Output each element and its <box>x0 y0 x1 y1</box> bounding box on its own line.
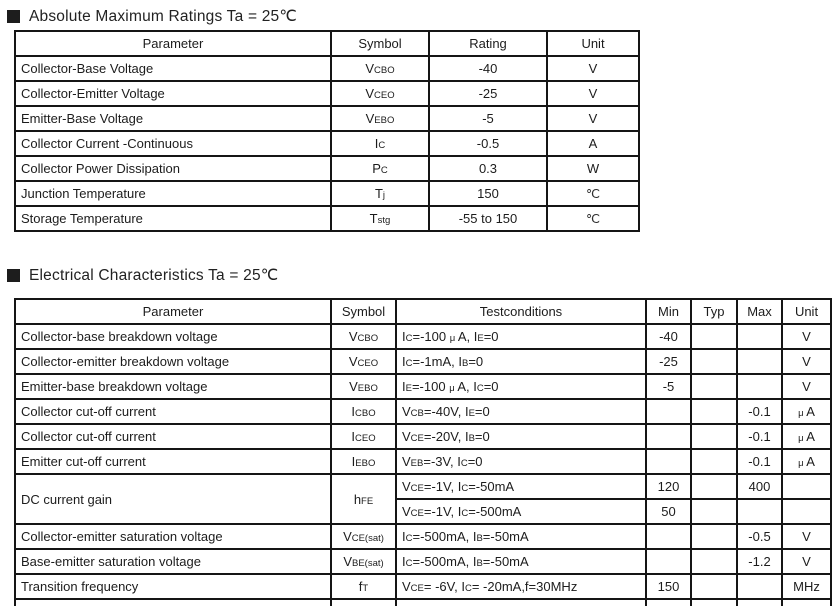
typ-cell <box>691 549 737 574</box>
unit-cell: V <box>547 106 639 131</box>
min-cell: -40 <box>646 324 691 349</box>
cut-off-cell <box>396 599 646 606</box>
symbol-cell: ICBO <box>331 399 396 424</box>
parameter-cell: Collector-base breakdown voltage <box>15 324 331 349</box>
testconditions-cell: IC=-1mA, IB=0 <box>396 349 646 374</box>
absolute-maximum-ratings-table <box>14 30 640 232</box>
typ-cell <box>691 574 737 599</box>
unit-cell: ℃ <box>547 206 639 231</box>
min-cell <box>646 524 691 549</box>
table-row <box>15 156 639 181</box>
column-header-parameter: Parameter <box>15 31 331 56</box>
testconditions-cell: IE=-100 μ A, IC=0 <box>396 374 646 399</box>
section-title-text: Electrical Characteristics Ta = 25℃ <box>29 267 279 284</box>
max-cell: -1.2 <box>737 549 782 574</box>
parameter-cell: Collector cut-off current <box>15 399 331 424</box>
rating-cell: -25 <box>429 81 547 106</box>
table-row <box>15 181 639 206</box>
table-row <box>15 574 831 599</box>
symbol-cell: VCEO <box>331 349 396 374</box>
max-cell: -0.5 <box>737 524 782 549</box>
testconditions-cell: IC=-100 μ A, IE=0 <box>396 324 646 349</box>
unit-cell: V <box>782 549 831 574</box>
typ-cell <box>691 399 737 424</box>
column-header-symbol: Symbol <box>331 299 396 324</box>
column-header-rating: Rating <box>429 31 547 56</box>
symbol-cell: VEBO <box>331 374 396 399</box>
max-cell: 400 <box>737 474 782 499</box>
rating-cell: -0.5 <box>429 131 547 156</box>
symbol-cell: VCEO <box>331 81 429 106</box>
cut-off-cell <box>782 599 831 606</box>
cut-off-cell <box>646 599 691 606</box>
section-title-absolute-maximum-ratings <box>7 7 297 26</box>
min-cell: 150 <box>646 574 691 599</box>
parameter-cell: Collector Current -Continuous <box>15 131 331 156</box>
parameter-cell: Collector cut-off current <box>15 424 331 449</box>
table-row <box>15 549 831 574</box>
section-title-text: Absolute Maximum Ratings Ta = 25℃ <box>29 8 297 25</box>
unit-cell: ℃ <box>547 181 639 206</box>
testconditions-cell: VCE=-20V, IB=0 <box>396 424 646 449</box>
table-row <box>15 106 639 131</box>
column-header-typ: Typ <box>691 299 737 324</box>
column-header-min: Min <box>646 299 691 324</box>
testconditions-cell: VCE=-1V, IC=-50mA <box>396 474 646 499</box>
unit-cell <box>782 499 831 524</box>
typ-cell <box>691 374 737 399</box>
typ-cell <box>691 449 737 474</box>
parameter-cell: Emitter-base breakdown voltage <box>15 374 331 399</box>
column-header-symbol: Symbol <box>331 31 429 56</box>
testconditions-cell: VEB=-3V, IC=0 <box>396 449 646 474</box>
table-row <box>15 324 831 349</box>
min-cell: 120 <box>646 474 691 499</box>
min-cell <box>646 549 691 574</box>
parameter-cell: Emitter-Base Voltage <box>15 106 331 131</box>
typ-cell <box>691 324 737 349</box>
parameter-cell: Junction Temperature <box>15 181 331 206</box>
parameter-cell: Collector-Base Voltage <box>15 56 331 81</box>
typ-cell <box>691 474 737 499</box>
parameter-cell: Collector-emitter saturation voltage <box>15 524 331 549</box>
unit-cell: μ A <box>782 399 831 424</box>
rating-cell: -40 <box>429 56 547 81</box>
table-row <box>15 399 831 424</box>
table-row <box>15 524 831 549</box>
unit-cell: V <box>782 374 831 399</box>
testconditions-cell: VCE= -6V, IC= -20mA,f=30MHz <box>396 574 646 599</box>
symbol-cell: ICEO <box>331 424 396 449</box>
unit-cell: V <box>782 324 831 349</box>
unit-cell: V <box>547 81 639 106</box>
max-cell <box>737 349 782 374</box>
column-header-max: Max <box>737 299 782 324</box>
min-cell <box>646 449 691 474</box>
parameter-cell: Storage Temperature <box>15 206 331 231</box>
testconditions-cell: VCE=-1V, IC=-500mA <box>396 499 646 524</box>
typ-cell <box>691 499 737 524</box>
min-cell <box>646 399 691 424</box>
min-cell <box>646 424 691 449</box>
testconditions-cell: IC=-500mA, IB=-50mA <box>396 524 646 549</box>
max-cell: -0.1 <box>737 449 782 474</box>
table-row <box>15 206 639 231</box>
electrical-characteristics-table <box>14 298 832 606</box>
symbol-cell: VCBO <box>331 56 429 81</box>
symbol-cell: Tstg <box>331 206 429 231</box>
table-row <box>15 474 831 499</box>
section-title-electrical-characteristics <box>7 266 278 285</box>
parameter-cell: Collector-emitter breakdown voltage <box>15 349 331 374</box>
unit-cell: A <box>547 131 639 156</box>
cut-off-table-row <box>15 599 831 606</box>
symbol-cell: VCE(sat) <box>331 524 396 549</box>
min-cell: -5 <box>646 374 691 399</box>
unit-cell: MHz <box>782 574 831 599</box>
table-row <box>15 81 639 106</box>
symbol-cell: VEBO <box>331 106 429 131</box>
max-cell: -0.1 <box>737 399 782 424</box>
table-row <box>15 131 639 156</box>
unit-cell <box>782 474 831 499</box>
parameter-cell: Emitter cut-off current <box>15 449 331 474</box>
black-square-bullet-icon <box>7 269 20 282</box>
unit-cell: V <box>547 56 639 81</box>
table-header-row <box>15 31 639 56</box>
table-row <box>15 374 831 399</box>
unit-cell: V <box>782 349 831 374</box>
max-cell <box>737 374 782 399</box>
testconditions-cell: IC=-500mA, IB=-50mA <box>396 549 646 574</box>
cut-off-cell <box>15 599 331 606</box>
rating-cell: 150 <box>429 181 547 206</box>
symbol-cell: fT <box>331 574 396 599</box>
testconditions-cell: VCB=-40V, IE=0 <box>396 399 646 424</box>
cut-off-cell <box>737 599 782 606</box>
symbol-cell: VBE(sat) <box>331 549 396 574</box>
parameter-cell: Base-emitter saturation voltage <box>15 549 331 574</box>
rating-cell: 0.3 <box>429 156 547 181</box>
column-header-parameter: Parameter <box>15 299 331 324</box>
table-row <box>15 349 831 374</box>
table-row <box>15 56 639 81</box>
parameter-cell: Collector-Emitter Voltage <box>15 81 331 106</box>
typ-cell <box>691 424 737 449</box>
symbol-cell: PC <box>331 156 429 181</box>
max-cell <box>737 499 782 524</box>
parameter-cell: DC current gain <box>15 474 331 524</box>
column-header-unit: Unit <box>782 299 831 324</box>
rating-cell: -5 <box>429 106 547 131</box>
max-cell: -0.1 <box>737 424 782 449</box>
cut-off-cell <box>691 599 737 606</box>
rating-cell: -55 to 150 <box>429 206 547 231</box>
symbol-cell: IEBO <box>331 449 396 474</box>
table-row <box>15 424 831 449</box>
column-header-unit: Unit <box>547 31 639 56</box>
symbol-cell: Tj <box>331 181 429 206</box>
table-header-row <box>15 299 831 324</box>
typ-cell <box>691 524 737 549</box>
unit-cell: μ A <box>782 424 831 449</box>
black-square-bullet-icon <box>7 10 20 23</box>
unit-cell: μ A <box>782 449 831 474</box>
typ-cell <box>691 349 737 374</box>
parameter-cell: Transition frequency <box>15 574 331 599</box>
symbol-cell: IC <box>331 131 429 156</box>
cut-off-cell <box>331 599 396 606</box>
max-cell <box>737 574 782 599</box>
column-header-testconditions: Testconditions <box>396 299 646 324</box>
min-cell: 50 <box>646 499 691 524</box>
symbol-cell: VCBO <box>331 324 396 349</box>
table-row <box>15 449 831 474</box>
max-cell <box>737 324 782 349</box>
min-cell: -25 <box>646 349 691 374</box>
unit-cell: V <box>782 524 831 549</box>
symbol-cell: hFE <box>331 474 396 524</box>
parameter-cell: Collector Power Dissipation <box>15 156 331 181</box>
unit-cell: W <box>547 156 639 181</box>
